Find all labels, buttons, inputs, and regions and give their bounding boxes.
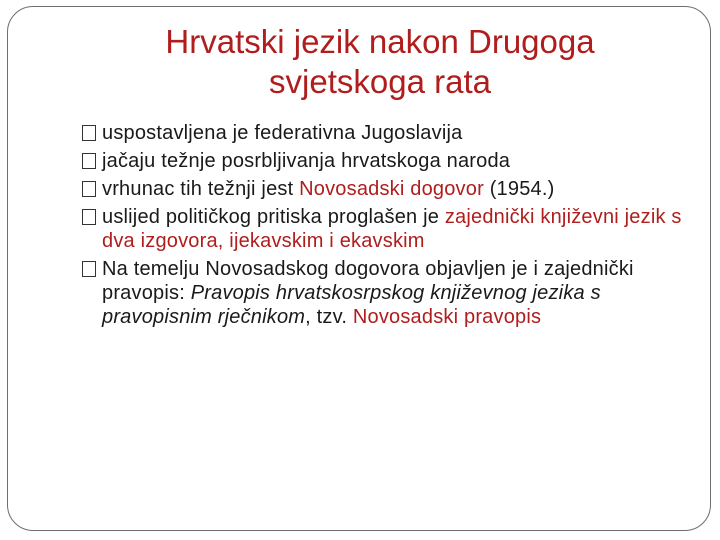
highlight-term: zajednički književni jezik s dva izgovora, ijekavskim i ekavskim [102,206,682,252]
bullet-text: vrhunac tih težnji jest [102,178,300,200]
bullet-text: (1954.) [483,178,555,200]
bullet-item [80,205,690,253]
highlight-term: Novosadski dogovor [299,178,484,200]
checkbox-bullet-icon [82,125,96,141]
bullet-text: uspostavljena je federativna Jugoslavija [102,122,463,144]
slide-title [60,22,700,102]
bullet-item [80,177,690,201]
bullet-text: , tzv. [305,306,353,328]
checkbox-bullet-icon [82,209,96,225]
highlight-term: Novosadski pravopis [352,306,542,328]
bullet-text: jačaju težnje posrbljivanja hrvatskoga naroda [102,150,511,172]
checkbox-bullet-icon [82,261,96,277]
checkbox-bullet-icon [82,153,96,169]
slide-title-line-1: Hrvatski jezik nakon Drugoga [165,23,595,60]
checkbox-bullet-icon [82,181,96,197]
bullet-text: Na temelju Novosadskog dogovora objavljen je i zajednički pravopis: [102,258,634,304]
bullet-item [80,121,690,145]
bullet-list [80,121,690,333]
slide-title-line-2: svjetskoga rata [269,63,491,100]
bullet-item [80,257,690,329]
italic-title: Pravopis hrvatskosrpskog književnog jezika s pravopisnim rječnikom [102,282,601,328]
bullet-text: uslijed političkog pritiska proglašen je [102,206,445,228]
bullet-item [80,149,690,173]
